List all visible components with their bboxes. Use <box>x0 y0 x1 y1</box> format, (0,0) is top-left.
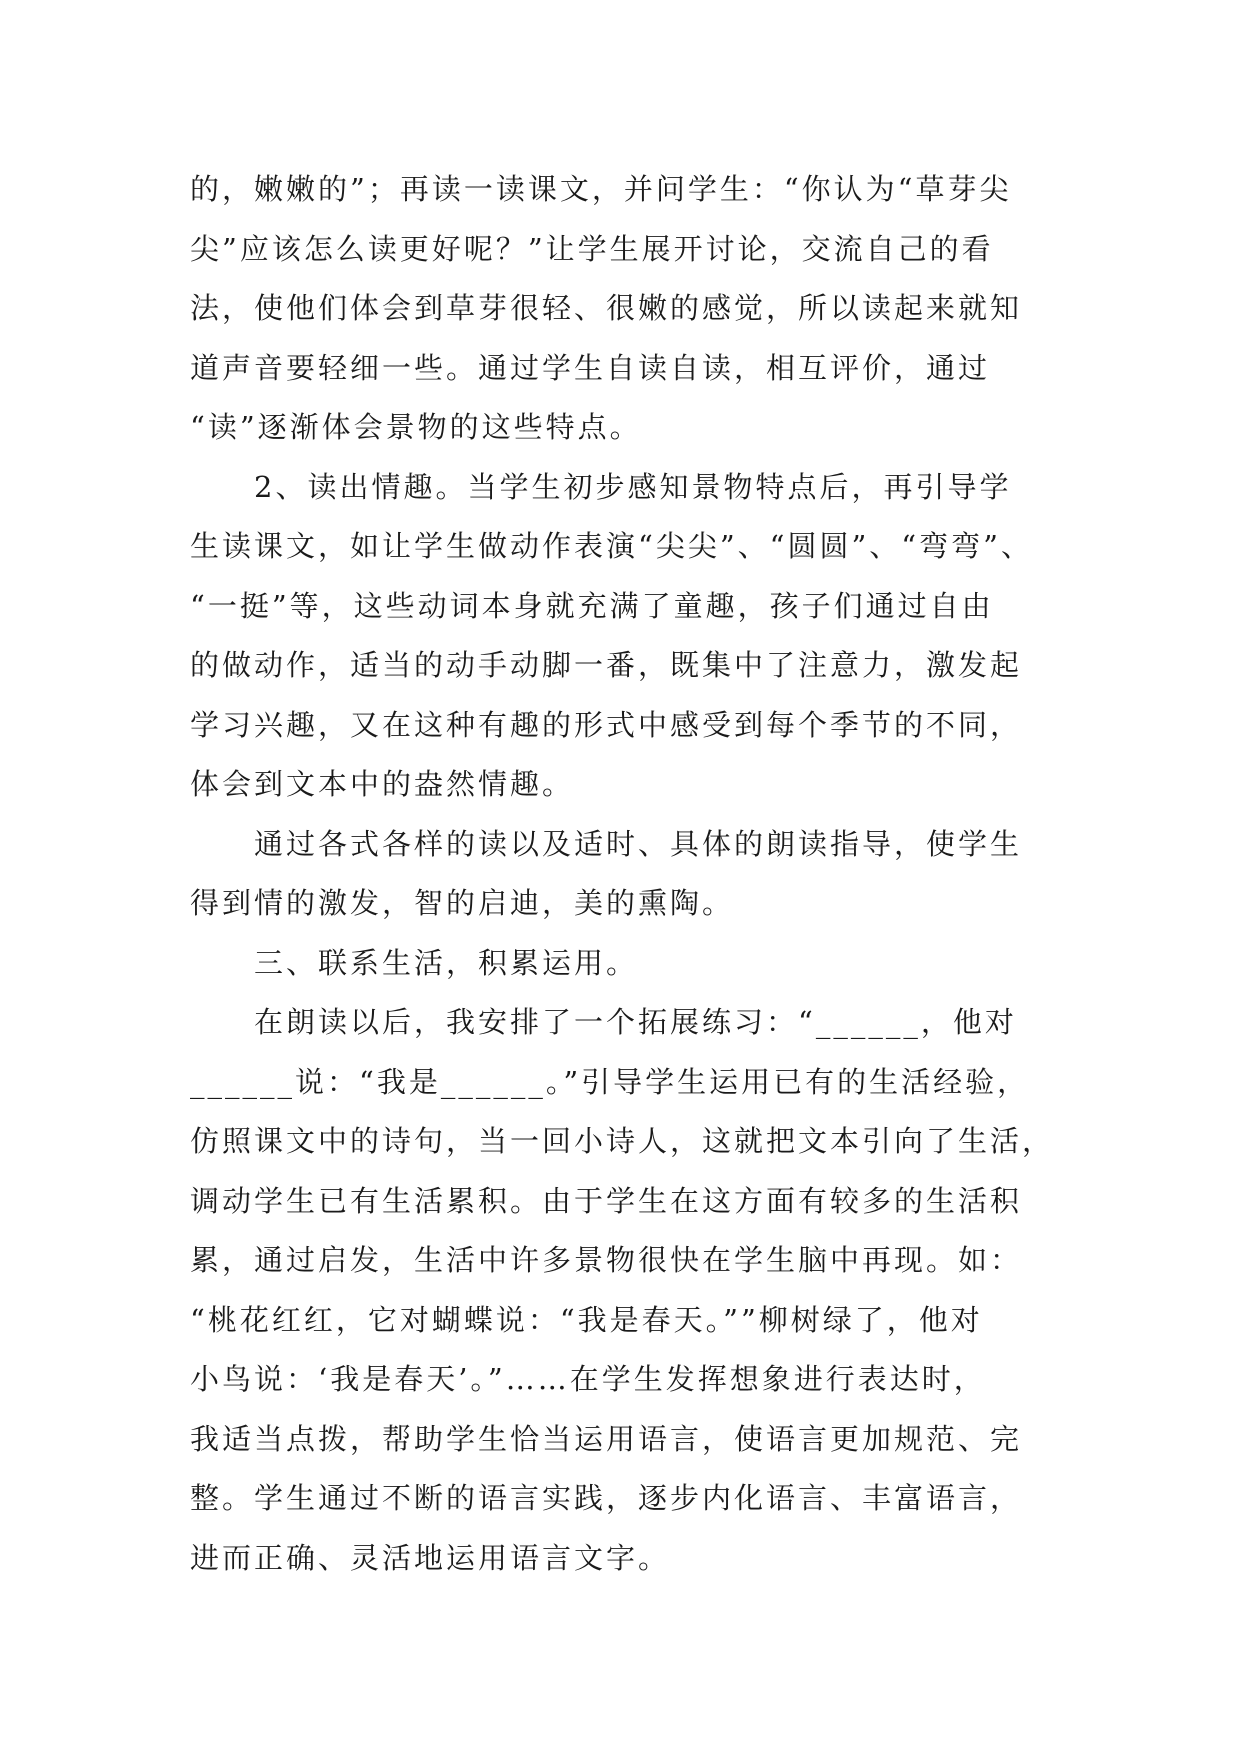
text-line: “桃花红红，它对蝴蝶说：“我是春天。””柳树绿了，他对 <box>190 1302 983 1337</box>
paragraph-p3 <box>190 815 1070 934</box>
text-line: 累，通过启发，生活中许多景物很快在学生脑中再现。如： <box>190 1243 1023 1277</box>
text-line: 进而正确、灵活地运用语言文字。 <box>190 1540 671 1575</box>
text-line: 法，使他们体会到草芽很轻、很嫩的感觉，所以读起来就知 <box>190 291 1023 325</box>
text-line: 2、读出情趣。当学生初步感知景物特点后，再引导学 <box>254 469 1012 504</box>
text-line: 的做动作，适当的动手动脚一番，既集中了注意力，激发起 <box>190 648 1023 682</box>
text-line: 得到情的激发，智的启迪，美的熏陶。 <box>190 886 735 920</box>
text-line: 调动学生已有生活累积。由于学生在这方面有较多的生活积 <box>190 1183 1023 1218</box>
text-line: 学习兴趣，又在这种有趣的形式中感受到每个季节的不同， <box>190 707 1023 742</box>
text-line: 在朗读以后，我安排了一个拓展练习：“______，他对 <box>254 1005 1017 1039</box>
text-line: 仿照课文中的诗句，当一回小诗人，这就把文本引向了生活， <box>190 1124 1055 1158</box>
section-heading: 三、联系生活，积累运用。 <box>254 945 639 980</box>
text-line: ______说：“我是______。”引导学生运用已有的生活经验， <box>190 1064 1030 1099</box>
text-line: 的，嫩嫩的”；再读一读课文，并问学生：“你认为“草芽尖 <box>190 172 1012 206</box>
paragraph-p1 <box>190 160 1070 458</box>
text-line: 通过各式各样的读以及适时、具体的朗读指导，使学生 <box>254 826 1023 861</box>
text-line: 尖”应该怎么读更好呢？”让学生展开讨论，交流自己的看 <box>190 231 994 266</box>
paragraph-p2 <box>190 458 1070 815</box>
paragraph-p5 <box>190 993 1070 1588</box>
text-line: “一挺”等，这些动词本身就充满了童趣，孩子们通过自由 <box>190 588 994 623</box>
text-line: 我适当点拨，帮助学生恰当运用语言，使语言更加规范、完 <box>190 1421 1023 1456</box>
paragraph-p4 <box>190 934 1070 994</box>
text-line: 道声音要轻细一些。通过学生自读自读，相互评价，通过 <box>190 350 991 385</box>
text-line: “读”逐渐体会景物的这些特点。 <box>190 410 642 444</box>
text-line: 生读课文，如让学生做动作表演“尖尖”、“圆圆”、“弯弯”、 <box>190 529 1033 563</box>
text-line: 小鸟说：‘我是春天’。”……在学生发挥想象进行表达时， <box>190 1362 986 1396</box>
text-line: 体会到文本中的盎然情趣。 <box>190 767 575 801</box>
document-body <box>190 160 1070 1588</box>
text-line: 整。学生通过不断的语言实践，逐步内化语言、丰富语言， <box>190 1481 1023 1515</box>
